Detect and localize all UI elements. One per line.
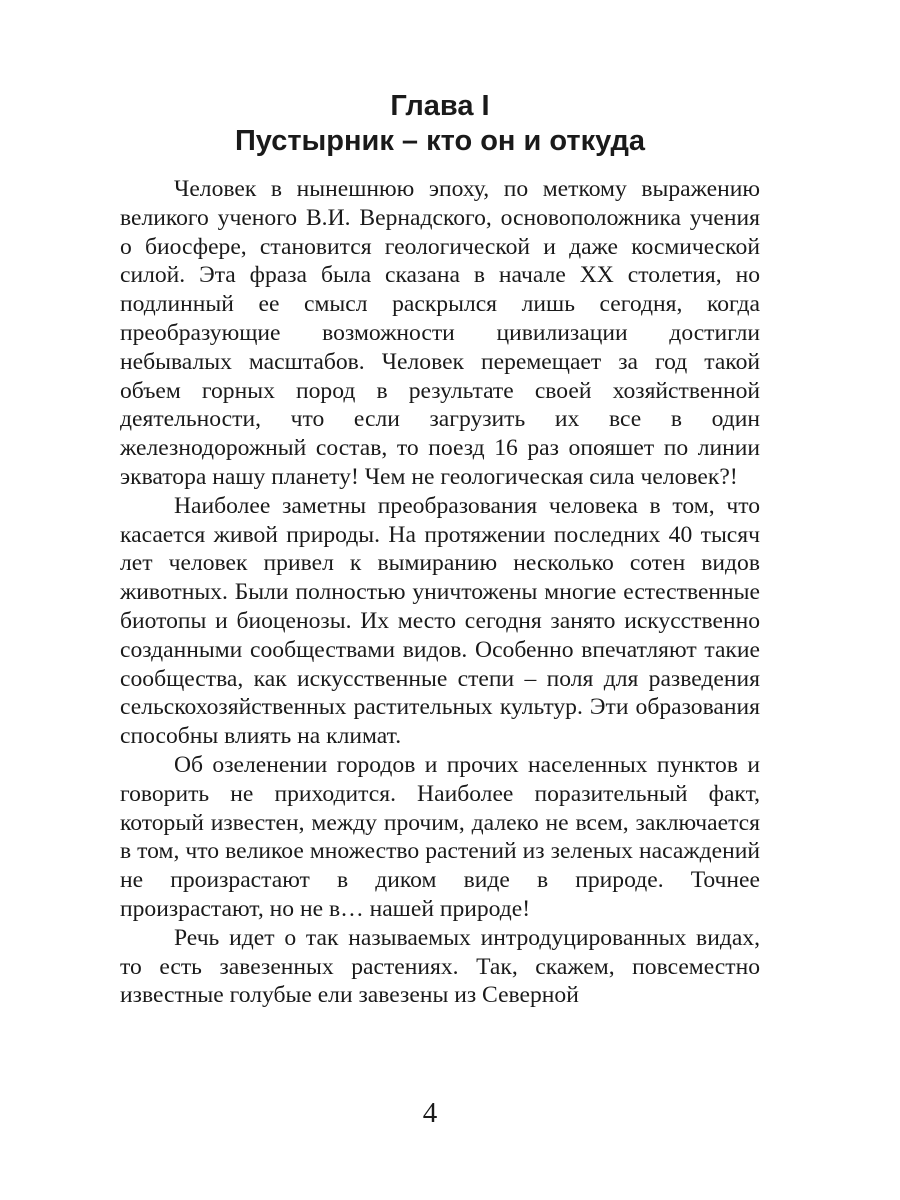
body-text xyxy=(120,175,760,1010)
paragraph-4: Речь идет о так называемых интродуцированных видах, то есть завезенных растениях. Так, скажем, повсеместно известные голубые ели завезены из Северной xyxy=(120,924,760,1009)
paragraph-1: Человек в нынешнюю эпоху, по меткому выражению великого ученого В.И. Вернадского, основоположника учения о биосфере, становится геологической и даже космической силой. Эта фраза была сказана в начале XX столетия, но подлинный ее смысл раскрылся лишь сегодня, когда преобразующие возможности цивилизации достигли небывалых масштабов. Человек перемещает за год такой объем горных пород в результате своей хозяйственной деятельности, что если загрузить их все в один железнодорожный состав, то поезд 16 раз опояшет по линии экватора нашу планету! Чем не геологическая сила человек?! xyxy=(120,176,760,490)
page-number: 4 xyxy=(422,1097,438,1129)
paragraph-3: Об озеленении городов и прочих населенных пунктов и говорить не приходится. Наиболее поразительный факт, который известен, между прочим, далеко не всем, заключается в том, что великое множество растений из зеленых насаждений не произрастают в диком виде в природе. Точнее произрастают, но не в… нашей природе! xyxy=(120,751,760,922)
chapter-label: Глава I xyxy=(390,90,490,122)
paragraph-2: Наиболее заметны преобразования человека в том, что касается живой природы. На протяжении последних 40 тысяч лет человек привел к вымиранию несколько сотен видов животных. Были полностью уничтожены многие естественные биотопы и биоценозы. Их место сегодня занято искусственно созданными сообществами видов. Особенно впечатляют такие сообщества, как искусственные степи – поля для разведения сельскохозяйственных растительных культур. Эти образования способны влиять на климат. xyxy=(120,492,760,750)
chapter-title: Пустырник – кто он и откуда xyxy=(234,125,646,157)
